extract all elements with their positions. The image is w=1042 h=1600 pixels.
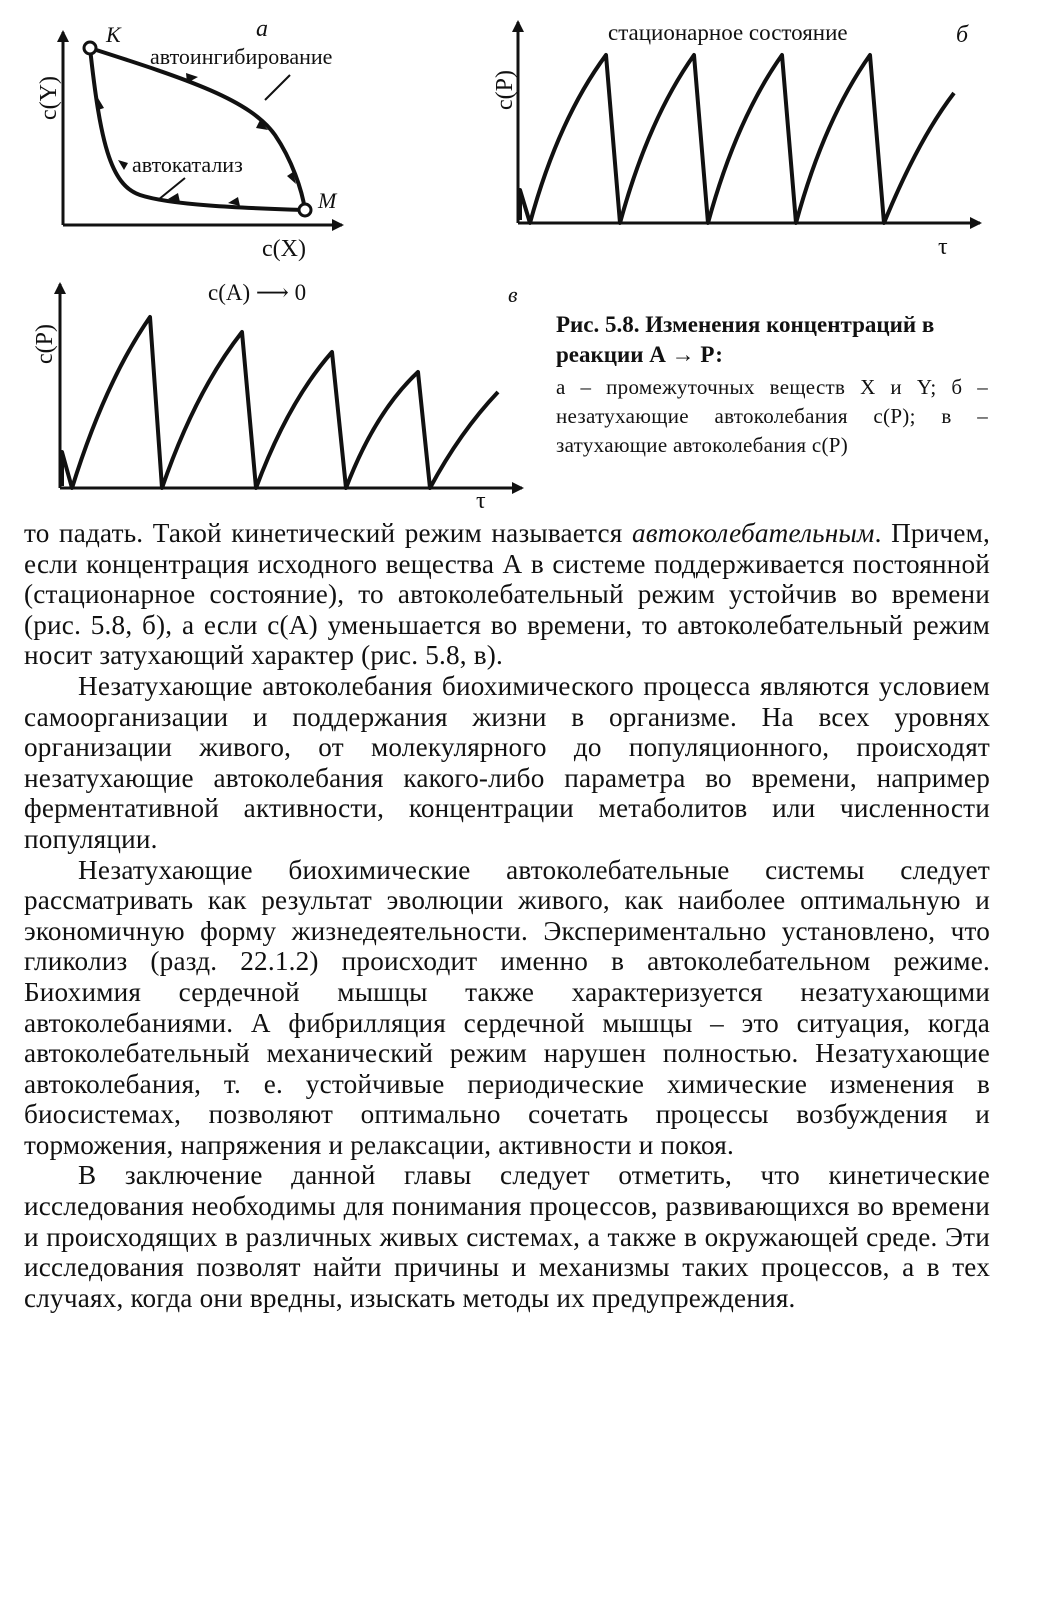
panel-title: стационарное состояние <box>608 20 848 45</box>
panel-letter: в <box>508 282 518 307</box>
panel-title: c(A) ⟶ 0 <box>208 280 307 305</box>
paragraph: Незатухающие биохимические автоколебательные системы следует рассматривать как результат эволюции живого, как наиболее оптимальную и экономичную форму жизнедеятельности. Экспериментально установлено, что гликолиз (разд. 22.1.2) происходит именно в автоколебательном режиме. Биохимия сердечной мышцы также характеризуется незатухающими автоколебаниями. А фибрилляция сердечной мышцы – это ситуация, когда автоколебательный механический режим нарушен полностью. Незатухающие автоколебания, т. е. устойчивые периодические химические изменения в биосистемах, позволяют оптимально сочетать процессы возбуждения и торможения, напряжения и релаксации, активности и покоя. <box>24 854 990 1160</box>
figure-panel-b <box>488 10 998 255</box>
point-m-label: M <box>318 188 337 213</box>
paragraph: В заключение данной главы следует отметить, что кинетические исследования необходимы для понимания процессов, развивающихся во времени и происходящих в различных живых системах, а также в окружающей среде. Эти исследования позволят найти причины и механизмы таких процессов, а в тех случаях, когда они вредны, изыскать методы их предупреждения. <box>24 1160 990 1313</box>
figure-panel-c <box>30 272 535 514</box>
y-axis-label: c(P) <box>32 324 58 364</box>
panel-letter: а <box>256 16 268 42</box>
point-m-marker <box>299 204 311 216</box>
figure-panel-a <box>30 10 360 270</box>
inhibition-curve <box>90 48 305 210</box>
paragraph: Незатухающие автоколебания биохимического процесса являются условием самоорганизации и поддержания жизни в организме. На всех уровнях организации живого, от молекулярного до популяционного, происходят незатухающие автоколебания какого-либо параметра во времени, например ферментативной активности, концентрации метаболитов или численности популяции. <box>24 670 990 854</box>
leader-line <box>265 75 290 100</box>
x-axis-label: τ <box>476 488 486 514</box>
point-k-marker <box>84 42 96 54</box>
emphasized-term: автоколебательным <box>631 518 875 548</box>
panel-letter: б <box>956 22 969 48</box>
text-run: то падать. Такой кинетический режим называется <box>24 518 632 548</box>
paragraph <box>24 518 990 671</box>
oscillation-curve <box>520 55 954 223</box>
figure-caption <box>556 310 988 460</box>
caption-description: а – промежуточных веществ X и Y; б – незатухающие автоколебания c(P); в – затухающие автоколебания c(P) <box>556 375 988 457</box>
inhibition-label: автоингибирование <box>150 44 333 69</box>
x-axis-label: c(X) <box>262 236 306 262</box>
point-k-label: K <box>106 22 121 47</box>
leader-line <box>158 178 185 200</box>
body-text <box>24 518 990 1313</box>
catalysis-label: автокатализ <box>132 152 243 177</box>
caption-title: Рис. 5.8. Изменения концентраций в реакции А → Р: <box>556 312 935 367</box>
oscillation-curve <box>62 317 498 488</box>
y-axis-label: c(Y) <box>36 76 62 120</box>
y-axis-label: c(P) <box>492 70 518 110</box>
text-run: . Причем, если концентрация исходного вещества А в системе поддерживается постоянной (стационарное состояние), то автоколебательный режим устойчив во времени (рис. 5.8, б), а если c(A) уменьшается во времени, то автоколебательный режим носит затухающий характер (рис. 5.8, в). <box>24 518 990 671</box>
x-axis-label: τ <box>938 234 948 255</box>
